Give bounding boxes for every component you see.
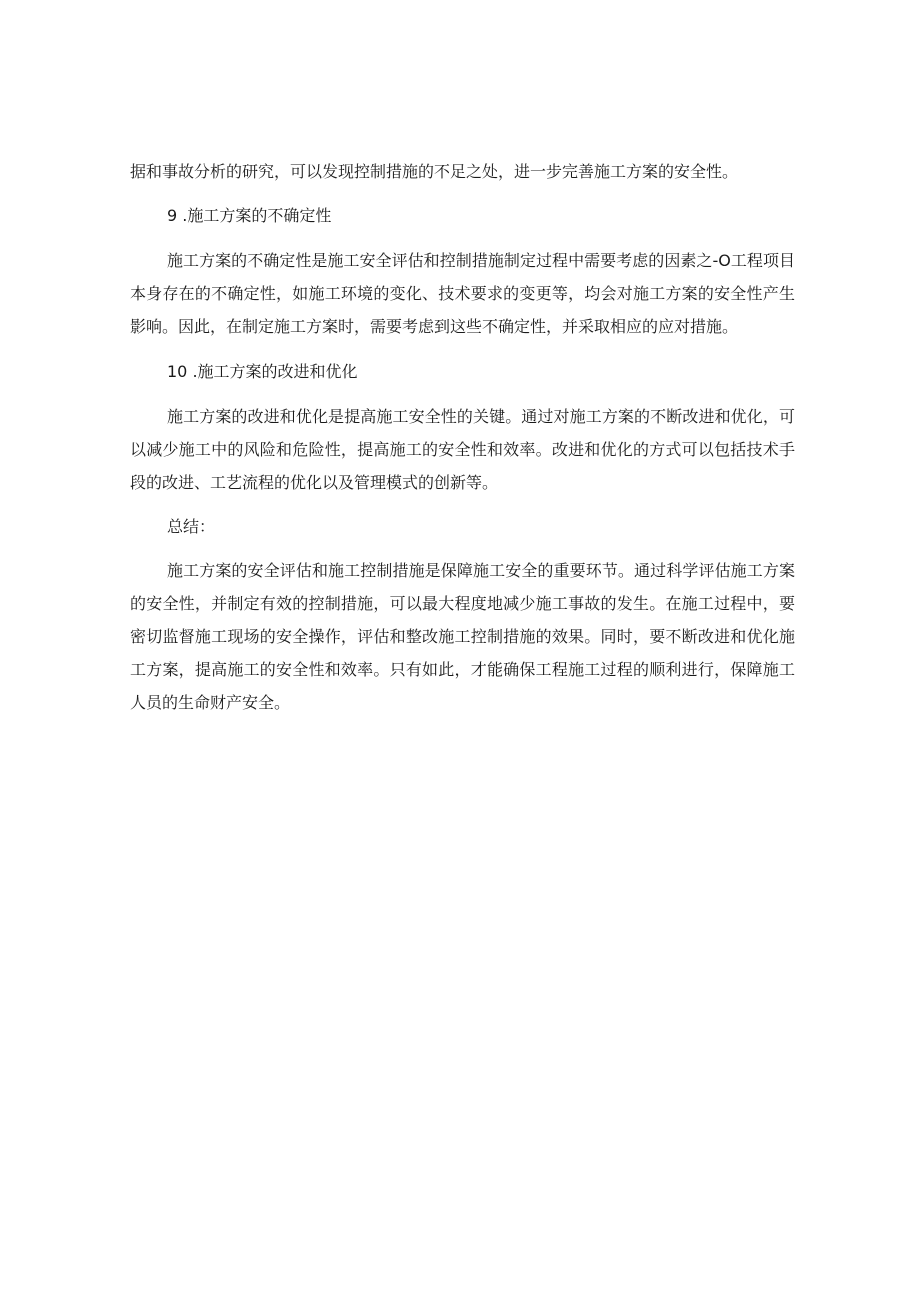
summary-paragraph: 施工方案的安全评估和施工控制措施是保障施工安全的重要环节。通过科学评估施工方案的安全性，并制定有效的控制措施，可以最大程度地减少施工事故的发生。在施工过程中，要密切监督施工现场的安全操作，评估和整改施工控制措施的效果。同时，要不断改进和优化施工方案，提高施工的安全性和效率。只有如此，才能确保工程施工过程的顺利进行，保障施工人员的生命财产安全。 bbox=[130, 561, 795, 712]
section-heading-10: 10 .施工方案的改进和优化 bbox=[167, 362, 358, 381]
continuation-paragraph: 据和事故分析的研究，可以发现控制措施的不足之处，进一步完善施工方案的安全性。 bbox=[130, 162, 739, 181]
summary-label: 总结： bbox=[167, 517, 216, 536]
section-heading-9: 9 .施工方案的不确定性 bbox=[167, 206, 332, 225]
section-9-paragraph: 施工方案的不确定性是施工安全评估和控制措施制定过程中需要考虑的因素之-O工程项目本身存在的不确定性，如施工环境的变化、技术要求的变更等，均会对施工方案的安全性产生影响。因此，在制定施工方案时，需要考虑到这些不确定性，并采取相应的应对措施。 bbox=[130, 251, 795, 336]
section-10-paragraph: 施工方案的改进和优化是提高施工安全性的关键。通过对施工方案的不断改进和优化，可以减少施工中的风险和危险性，提高施工的安全性和效率。改进和优化的方式可以包括技术手段的改进、工艺流程的优化以及管理模式的创新等。 bbox=[130, 407, 795, 492]
document-body bbox=[130, 155, 795, 719]
